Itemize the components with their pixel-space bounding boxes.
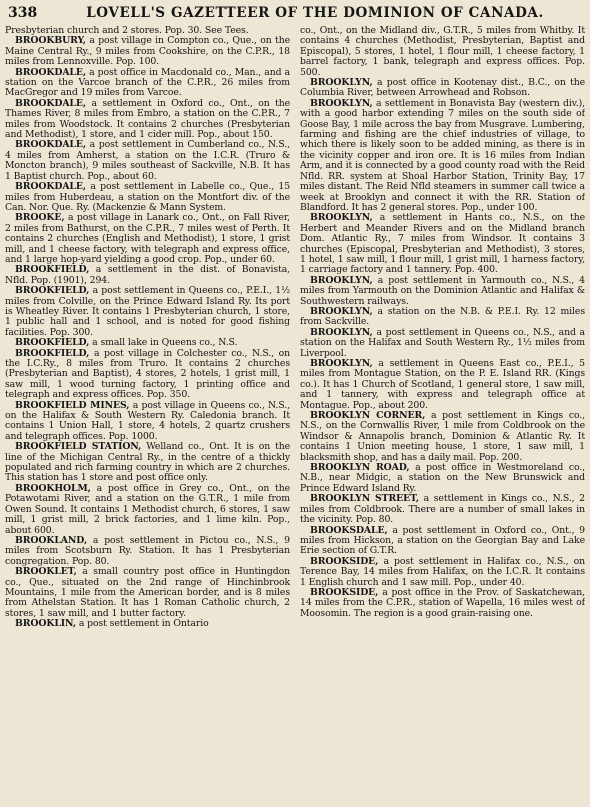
gazetteer-entry (5, 536, 290, 567)
entry-place-name: BROOKLYN, (310, 326, 373, 338)
gazetteer-entry (5, 567, 290, 619)
entry-place-name: BROOKDALE, (15, 66, 86, 78)
entry-place-name: BROOKFIELD, (15, 264, 90, 276)
entry-description: Welland co., Ont. It is on the line of the Michigan Central Ry., in the centre of a thickly populated and rich farming country in which are 2 churches. This station has 1 store and post office only. (5, 441, 290, 484)
entry-description: a post settlement in Pictou co., N.S., 9 miles from Scotsburn Ry. Station. It has 1 Presbyterian congregation. Pop. 80. (5, 534, 290, 567)
entry-description: a post office in Grey co., Ont., on the Potawotami River, and a station on the G.T.R., 1 mile from Owen Sound. It contains 1 Methodist church, 6 stores, 1 saw mill, 1 grist mill, 2 brick factories, and 1 lime kiln. Pop., about 600. (5, 482, 290, 536)
left-column (5, 26, 290, 805)
entry-place-name: BROOKLYN, (310, 97, 373, 109)
gazetteer-entry (5, 484, 290, 536)
entry-description: a settlement in the dist. of Bonavista, Nfld. Pop. (1901), 294. (5, 264, 290, 286)
right-column (300, 26, 585, 805)
gazetteer-entry (300, 99, 585, 213)
gazetteer-entry (300, 276, 585, 307)
entry-description: a settlement in Bonavista Bay (western div.), with a good harbor extending 7 miles on the south side of Goose Bay, 1 mile across the bay from Musgrave. Lumbering, farming and fishing are the chief industries of village, to which there is likely soon to be added mining, as there is in the vicinity copper and iron ore. It is 16 miles from Indian Arm, and it is connected by a good county road with the Reid Nfld. RR. system at Shoal Harbor Station, Trinity Bay, 17 miles distant. The Reid Nfld steamers in summer call twice a week at Brooklyn and connect it with the RR. Station of Blandford. It has 2 general stores. Pop., under 100. (300, 97, 585, 213)
gazetteer-entry (300, 359, 585, 411)
entry-place-name: BROOKFIELD, (15, 285, 90, 297)
entry-description: a post settlement in Queens co., N.S., and a station on the Halifax and South Western Ry., 1½ miles from Liverpool. (300, 326, 585, 359)
entry-place-name: BROOKLYN, (310, 274, 373, 286)
entry-place-name: BROOKLYN CORNER, (310, 410, 426, 422)
entry-place-name: BROOKLYN, (310, 305, 373, 317)
gazetteer-entry (5, 140, 290, 182)
entry-description: a post village in Queens co., N.S., on the Halifax & South Western Ry. Caledonia branch. It contains 1 Union Hall, 1 store, 4 hotels, 2 quartz crushers and telegraph offices. Pop. 1000. (5, 399, 290, 442)
entry-description: a post settlement in Labelle co., Que., 15 miles from Huberdeau, a station on the Montfort div. of the Can. Nor. Que. Ry. (Mackenzie & Mann System. (5, 181, 290, 213)
gazetteer-entry (300, 307, 585, 328)
entry-place-name: BROOKLET, (15, 566, 77, 578)
entry-description: a settlement in Hants co., N.S., on the Herbert and Meander Rivers and on the Midland branch Dom. Atlantic Ry., 7 miles from Windsor. It contains 3 churches (Episcopal, Presbyterian and Methodist), 3 stores, 1 hotel, 1 saw mill, 1 flour mill, 1 grist mill, 1 harness factory, 1 carriage factory and 1 tannery. Pop. 400. (300, 212, 585, 276)
entry-description: a post village in Compton co., Que., on the Maine Central Ry., 9 miles from Cookshire, on the C.P.R., 18 miles from Lennoxville. Pop. 100. (5, 35, 290, 68)
gazetteer-entry (300, 213, 585, 275)
page-title: LOVELL'S GAZETTEER OF THE DOMINION OF CANADA. (86, 5, 544, 21)
entry-description: a post office in Westmoreland co., N.B., near Midgic, a station on the New Brunswick and Prince Edward Island Ry. (300, 462, 585, 494)
gazetteer-entry (5, 265, 290, 286)
entry-place-name: BROOKSIDE, (310, 586, 379, 598)
entry-place-name: BROOKHOLM, (15, 482, 91, 494)
gazetteer-entry (300, 494, 585, 525)
entry-place-name: BROOKLYN, (310, 358, 373, 369)
entry-place-name: BROOKFIELD, (15, 347, 90, 359)
entry-place-name: BROOKDALE, (15, 97, 86, 109)
gazetteer-columns (5, 26, 585, 805)
entry-description: a post office in Macdonald co., Man., and a station on the Varcoe branch of the C.P.R., 26 miles from MacGregor and 19 miles from Varcoe. (5, 66, 290, 99)
entry-place-name: BROOKFIELD STATION, (15, 441, 142, 453)
entry-description: a post office in Kootenay dist., B.C., on the Columbia River, between Arrowhead and Robson. (300, 77, 585, 99)
gazetteer-entry (300, 588, 585, 619)
entry-description: a post settlement in Oxford co., Ont., 9 miles from Hickson, a station on the Georgian Bay and Lake Erie section of G.T.R. (300, 524, 585, 557)
gazetteer-entry (5, 401, 290, 443)
gazetteer-entry (300, 526, 585, 557)
gazetteer-entry (5, 68, 290, 99)
entry-description: co., Ont., on the Midland div., G.T.R., 5 miles from Whitby. It contains 4 churches (Methodist, Presbyterian, Baptist and Episcopal), 5 stores, 1 hotel, 1 flour mill, 1 cheese factory, 1 barrel factory, 1 bank, telegraph and express offices. Pop. 500. (300, 26, 585, 78)
entry-place-name: BROOKFIELD, (15, 337, 90, 349)
entry-description: a station on the N.B. & P.E.I. Ry. 12 miles from Sackville. (300, 305, 585, 328)
entry-place-name: BROOKLYN, (310, 77, 373, 89)
gazetteer-entry (5, 99, 290, 141)
gazetteer-entry (5, 442, 290, 484)
entry-place-name: BROOKFIELD MINES, (15, 399, 130, 411)
gazetteer-entry (5, 349, 290, 401)
entry-place-name: BROOKE, (15, 212, 65, 224)
entry-description: a post settlement in Cumberland co., N.S., 4 miles from Amherst, a station on the I.C.R. (Truro & Moncton branch), 9 miles southeast of Sackville, N.B. It has 1 Baptist church. Pop., about 60. (5, 139, 290, 182)
entry-place-name: BROOKSDALE, (310, 524, 388, 536)
entry-description: a settlement in Oxford co., Ont., on the Thames River, 8 miles from Embro, a station on the C.P.R., 7 miles from Woodstock. It contains 2 churches (Presbyterian and Methodist), 1 store, and 1 cider mill. Pop., about 150. (5, 97, 290, 141)
entry-place-name: BROOKLYN ROAD, (310, 462, 410, 474)
gazetteer-entry (5, 213, 290, 265)
page-number: 338 (8, 5, 38, 21)
entry-description: a post settlement in Ontario (78, 618, 209, 630)
entry-description: a small country post office in Huntingdon co., Que., situated on the 2nd range of Hinchinbrook Mountains, 1 mile from the American border, and is 8 miles from Athelstan Station. It has 1 Roman Catholic church, 2 stores, 1 saw mill, and 1 butter factory. (5, 566, 290, 619)
entry-description: a post office in the Prov. of Saskatchewan, 14 miles from the C.P.R., station of Wapella, 16 miles west of Moosomin. The region is a good grain-raising one. (300, 586, 585, 619)
gazetteer-entry (300, 328, 585, 359)
entry-place-name: BROOKLAND, (15, 534, 88, 546)
gazetteer-entry (300, 78, 585, 99)
entry-description: a post settlement in Yarmouth co., N.S., 4 miles from Yarmouth on the Dominion Atlantic and Halifax & Southwestern railways. (300, 274, 585, 307)
entry-description: a post village in Colchester co., N.S., on the I.C.Ry., 8 miles from Truro. It contains 2 churches (Presbyterian and Baptist), 4 stores, 2 hotels, 1 grist mill, 1 saw mill, 1 wood turning factory, 1 printing office and telegraph and express offices. Pop. 350. (5, 347, 290, 401)
gazetteer-entry (5, 182, 290, 213)
entry-place-name: BROOKLYN, (310, 212, 373, 224)
gazetteer-entry (300, 411, 585, 463)
entry-place-name: BROOKBURY, (15, 35, 86, 47)
entry-description: a post village in Lanark co., Ont., on Fall River, 2 miles from Bathurst, on the C.P.R., 7 miles west of Perth. It contains 2 churches (English and Methodist), 1 store, 1 grist mill, and 1 cheese factory, with telegraph and express office, and 1 large hop-yard yielding a good crop. Pop., under 60. (5, 212, 290, 265)
entry-description: a small lake in Queens co., N.S. (92, 337, 238, 349)
gazetteer-entry (5, 286, 290, 338)
entry-description: a settlement in Kings co., N.S., 2 miles from Coldbrook. There are a number of small lakes in the vicinity. Pop. 80. (300, 493, 585, 526)
gazetteer-entry (300, 26, 585, 78)
entry-description: a post settlement in Kings co., N.S., on the Cornwallis River, 1 mile from Coldbrook on the Windsor & Annapolis branch, Dominion & Atlantic Ry. It contains 1 Union meeting house, 1 store, 1 saw mill, 1 blacksmith shop, and has a daily mail. Pop. 200. (300, 410, 585, 463)
entry-place-name: BROOKLIN, (15, 618, 76, 630)
page-header (8, 4, 582, 22)
entry-place-name: BROOKDALE, (15, 181, 86, 193)
gazetteer-entry (5, 619, 290, 629)
entry-place-name: BROOKSIDE, (310, 555, 379, 567)
gazetteer-entry (300, 463, 585, 494)
entry-description: a post settlement in Queens co., P.E.I., 1½ miles from Colville, on the Prince Edward Island Ry. Its port is Wheatley River. It contains 1 Presbyterian church, 1 store, 1 public hall and 1 school, and is noted for good fishing facilities. Pop. 300. (5, 285, 290, 338)
entry-description: Presbyterian church and 2 stores. Pop. 30. See Tees. (5, 26, 249, 36)
gazetteer-entry (5, 36, 290, 67)
entry-place-name: BROOKLYN STREET, (310, 493, 420, 505)
entry-description: a settlement in Queens East co., P.E.I., 5 miles from Montague Station, on the P. E. Island RR. (Kings co.). It has 1 Church of Scotland, 1 general store, 1 saw mill, and 1 tannery, with express and telegraph office at Montague. Pop., about 200. (300, 358, 585, 411)
gazetteer-entry (300, 557, 585, 588)
entry-description: a post settlement in Halifax co., N.S., on Terence Bay, 14 miles from Halifax, on the I.C.R. It contains 1 English church and 1 saw mill. Pop., under 40. (300, 555, 585, 588)
entry-place-name: BROOKDALE, (15, 139, 86, 151)
